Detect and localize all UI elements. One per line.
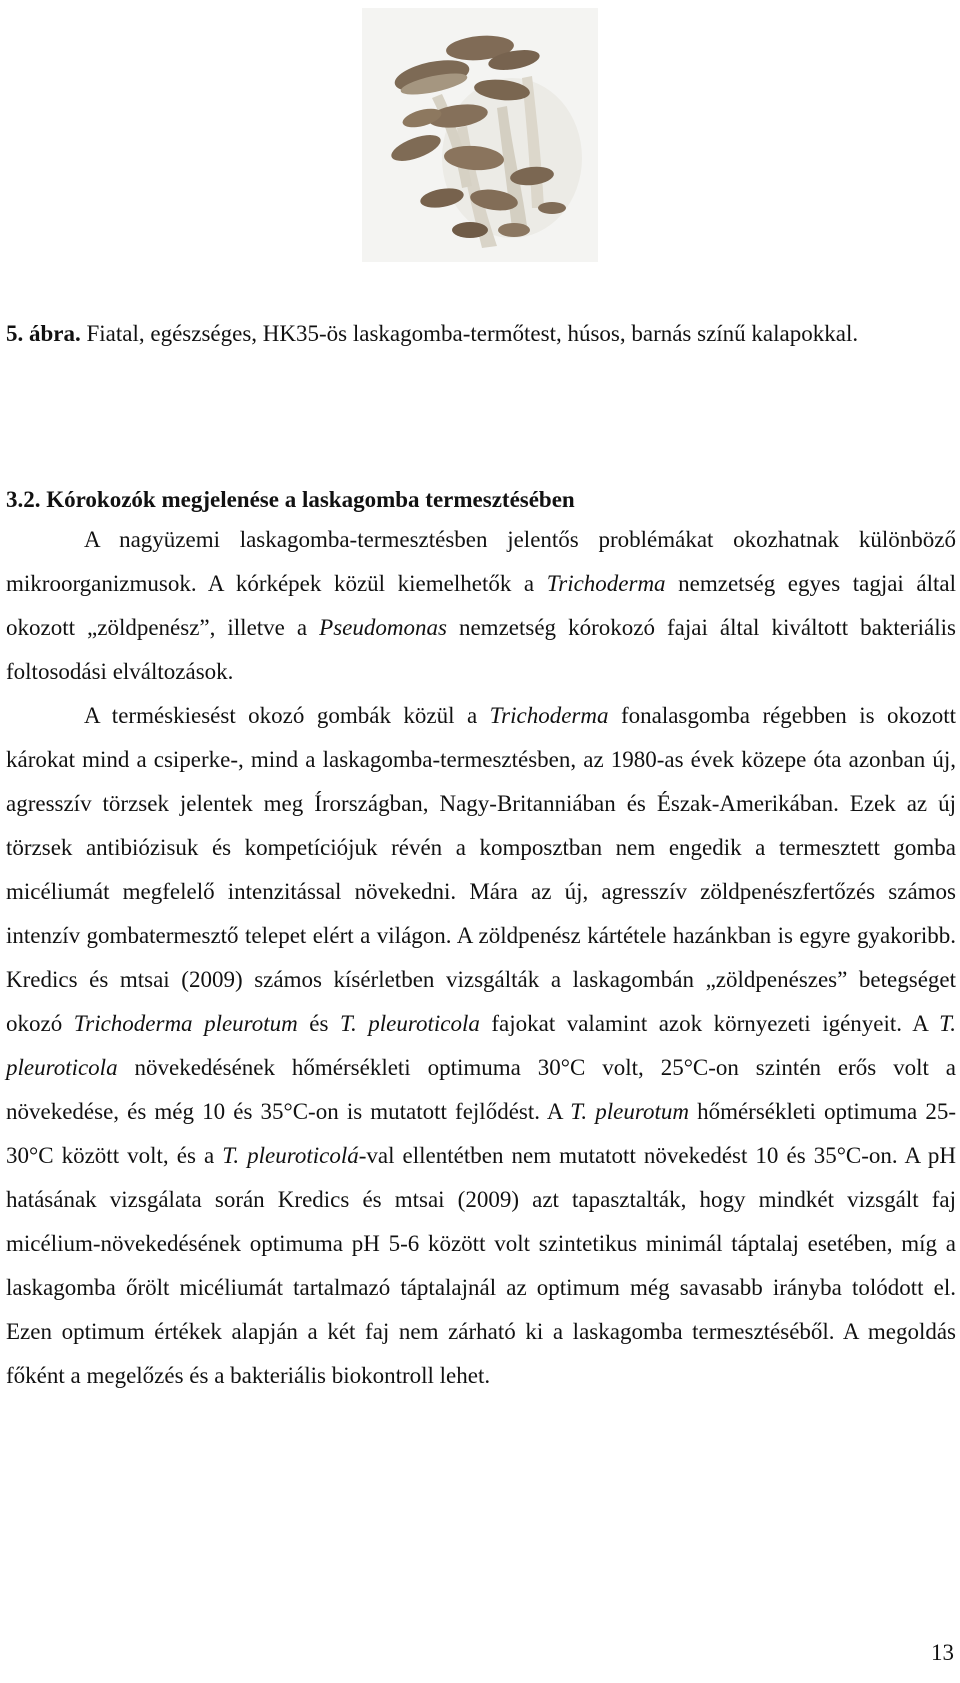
- figure-caption-label: 5. ábra.: [6, 321, 81, 346]
- figure-caption-text: Fiatal, egészséges, HK35-ös laskagomba-termőtest, húsos, barnás színű kalapokkal.: [80, 321, 859, 346]
- paragraph-1: [6, 518, 956, 694]
- text-run: fajokat valamint azok környezeti igényeit. A: [479, 1011, 940, 1036]
- text-run: fonalasgomba régebben is okozott károkat mind a csiperke-, mind a laskagomba-termesztésben, az 1980-as évek közepe óta azonban új, agresszív törzsek jelentek meg Írországban, Nagy-Britanniában és Észak-Amerikában. Ezek az új törzsek antibiózisuk és kompetíciójuk révén a komposztban nem engedik a termesztett gomba micéliumát megfelelő intenzitással növekedni. Mára az új, agresszív zöldpenészfertőzés számos intenzív gombatermesztő telepet elért a világon. A zöldpenész kártétele hazánkban is egyre gyakoribb. Kredics és mtsai (2009) számos kísérletben vizsgálták a laskagombán „zöldpenészes” betegséget okozó: [6, 703, 956, 1036]
- text-run: A terméskiesést okozó gombák közül a: [84, 703, 490, 728]
- italic-term: T. pleuroticola: [339, 1011, 480, 1036]
- text-run: és: [297, 1011, 340, 1036]
- italic-term: T. pleuroticola: [6, 1011, 956, 1080]
- oyster-mushroom-photo: [362, 8, 598, 262]
- text-run: növekedésének hőmérsékleti optimuma 30°C volt, 25°C-on szintén erős volt a növekedése, és még 10 és 35°C-on is mutatott fejlődést. A: [6, 1055, 956, 1124]
- text-run: -val ellentétben nem mutatott növekedést 10 és 35°C-on. A pH hatásának vizsgálata során Kredics és mtsai (2009) azt tapasztalták, hogy mindkét vizsgált faj micélium-növekedésének optimuma pH 5-6 között volt szintetikus minimál táptalaj esetében, míg a laskagomba őrölt micéliumát tartalmazó táptalajnál az optimum még savasabb irányba tolódott el. Ezen optimum értékek alapján a két faj nem zárható ki a laskagomba termesztéséből. A megoldás főként a megelőzés és a bakteriális biokontroll lehet.: [6, 1143, 956, 1388]
- page-number: 13: [931, 1640, 954, 1665]
- italic-term: T. pleurotum: [570, 1099, 689, 1124]
- text-run: nemzetség egyes tagjai által okozott „zöldpenész”, illetve a: [6, 571, 956, 640]
- body-text: [6, 518, 956, 1398]
- italic-term: Pseudomonas: [319, 615, 447, 640]
- mushroom-illustration: [362, 8, 598, 262]
- figure-caption: [6, 312, 956, 357]
- italic-term: T. pleuroticolá: [222, 1143, 359, 1168]
- italic-term: Trichoderma pleurotum: [73, 1011, 298, 1036]
- italic-term: Trichoderma: [546, 571, 666, 596]
- text-run: hőmérsékleti optimuma 25-30°C között volt, és a: [6, 1099, 957, 1168]
- text-run: nemzetség kórokozó fajai által kiváltott bakteriális foltosodási elváltozások.: [6, 615, 956, 684]
- italic-term: Trichoderma: [489, 703, 609, 728]
- section-heading: 3.2. Kórokozók megjelenése a laskagomba termesztésében: [6, 487, 575, 512]
- paragraph-2: [6, 694, 956, 1398]
- text-run: A nagyüzemi laskagomba-termesztésben jelentős problémákat okozhatnak különböző mikroorganizmusok. A kórképek közül kiemelhetők a: [6, 527, 956, 596]
